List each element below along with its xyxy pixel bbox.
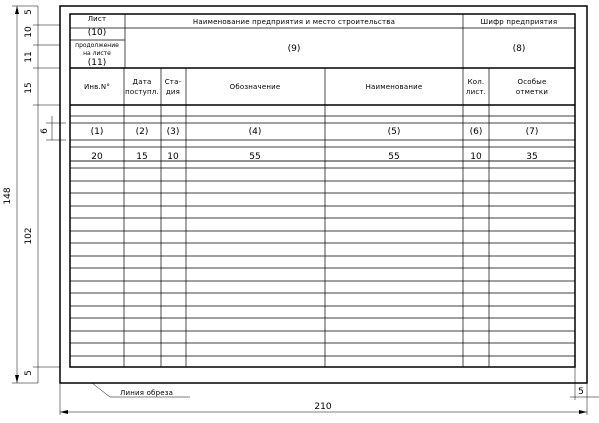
col-header-notes-line2: отметки (515, 88, 549, 96)
form-table-border (70, 14, 575, 367)
arrowhead (15, 375, 19, 383)
col-header-notes-line1: Особые (517, 78, 547, 86)
col-header-sheets-line1: Кол. (467, 78, 485, 86)
col-header-inv-num: Инв.N° (83, 83, 111, 91)
col-number-7: (7) (525, 127, 539, 137)
dim-bottom-margin: 5 (24, 370, 34, 376)
col-number-6: (6) (469, 127, 483, 137)
col-width-1: 20 (91, 152, 103, 162)
dim-right-margin: 5 (578, 387, 584, 397)
col-header-stage-line1: Ста- (164, 78, 182, 86)
sheet-label: Лист (87, 15, 107, 23)
dim-body-height: 102 (24, 227, 34, 245)
col-header-designation: Обозначение (229, 83, 281, 91)
cipher-label: Шифр предприятия (480, 18, 558, 26)
col-header-date-line1: Дата (132, 78, 152, 86)
sheet-number: (10) (87, 28, 107, 38)
col-width-2: 15 (136, 152, 148, 162)
trim-line-label: Линия обреза (120, 389, 174, 397)
col-number-4: (4) (248, 127, 262, 137)
dim-top-margin: 5 (24, 9, 34, 15)
dim-row2: 11 (24, 51, 34, 63)
continuation-label-1: продолжение (75, 42, 119, 49)
dim-total-height: 148 (3, 187, 13, 205)
col-number-1: (1) (90, 127, 104, 137)
col-width-5: 55 (388, 152, 400, 162)
col-header-name: Наименование (365, 83, 423, 91)
col-number-3: (3) (166, 127, 180, 137)
col-width-4: 55 (249, 152, 261, 162)
col-number-2: (2) (135, 127, 149, 137)
continuation-number: (11) (87, 58, 107, 68)
col-width-3: 10 (167, 152, 179, 162)
col-width-6: 10 (470, 152, 482, 162)
arrowhead (60, 410, 68, 414)
arrowhead (15, 6, 19, 14)
col-header-date-line2: поступл. (125, 88, 159, 96)
enterprise-title: Наименование предприятия и место строительства (192, 18, 396, 26)
col-header-sheets-line2: лист. (465, 88, 487, 96)
sheet-outer-border (60, 6, 587, 383)
col-width-7: 35 (526, 152, 538, 162)
enterprise-title-number: (9) (287, 44, 301, 54)
col-number-5: (5) (387, 127, 401, 137)
dim-row3: 15 (24, 82, 34, 94)
dim-row-small: 6 (40, 128, 50, 134)
dim-row1: 10 (24, 26, 34, 38)
cipher-number: (8) (512, 44, 526, 54)
continuation-label-2: на листе (83, 50, 111, 57)
dim-total-width: 210 (314, 402, 332, 412)
arrowhead (579, 410, 587, 414)
col-header-stage-line2: дия (165, 88, 181, 96)
